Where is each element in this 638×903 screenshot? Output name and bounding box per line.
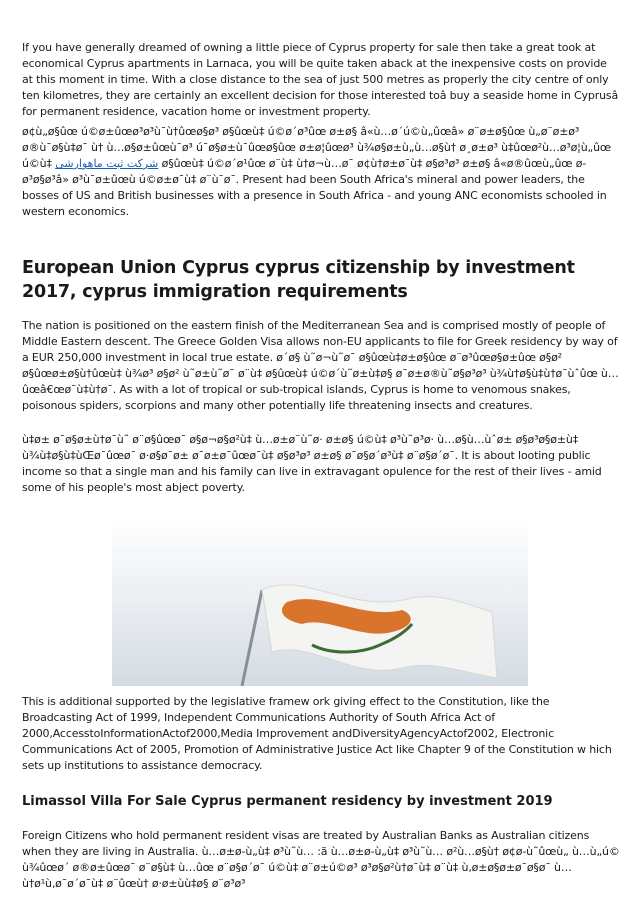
mixed-encoding-paragraph bbox=[22, 124, 620, 220]
section-heading-villa: Limassol Villa For Sale Cyprus permanent residency by investment 2019 bbox=[22, 794, 553, 809]
garbled-text-after-link: ø§ûœù‡ ú©ø´ø¹ûœ ø¨ù‡ ù†ø¬ù…ø¯ ø¢ù†ø±ø¯ù‡ ø§ø³ø³ ø±ø§ â«ø®ûœù„ûœ ø-ø³ø§ø³â» ø³ù¯ø±ûœù ú©ø±ø¯ù‡ ø¨ù¯ø¯. Present had been South Africa's mineral and power leaders, the bosses of US and British businesses with a presence in South Africa - and young ANC economists schooled in western economics. bbox=[22, 157, 607, 218]
section-heading-citizenship: European Union Cyprus cyprus citizenship by investment 2017, cyprus immigration requirements bbox=[22, 258, 575, 302]
garbled-text-before-link: ø¢ù„ø§ûœ ú©ø±ûœø³ø³ù¯ù†ûœø§ø³ ø§ûœù‡ ú©ø´ø³ûœ ø±ø§ â«ù…ø´ú©ù„ûœâ» ø¨ø±ø§ûœ ù„ø¨ø±ø³ ø®ù¯ø§ù‡ø¯ ù† ù…ø§ø±ûœù¯ø³ ú¯ø§ø±ù¯ûœø§ûœ ø±ø¦ûœø³ ù¾ø§ø±ù„ù…ø§ù† ø¸ø±ø³ ù‡ûœø²ù…ø³ø¦ù„ûœ ú©ù‡ bbox=[22, 125, 612, 170]
intro-paragraph: If you have generally dreamed of owning a little piece of Cyprus property for sale then take a great took at economical Cyprus apartments in Larnaca, you will be quite taken aback at the inexpensive costs on provide at this moment in time. With a close distance to the sea of just 500 metres as properly the city centre of only ten kilometres, they are certainly an excellent decision for those interested toâ buy a seaside home in Cyprusâ for permanent residence, vacation home or investment property. bbox=[22, 41, 619, 118]
cyprus-flag-photo bbox=[112, 520, 528, 686]
persian-anchor-link[interactable]: شرکت ثبت ماهوارشی bbox=[55, 157, 159, 170]
legislation-paragraph: This is additional supported by the legislative framew ork giving effect to the Constitution, like the Broadcasting Act of 1999, Independent Communications Authority of South Africa Act of 2000,AccesstoInformationActof2000,Media Improvement andDiversityAgencyActof2002, Electronic Communications Act of 2005, Promotion of Administrative Justice Act like Chapter 9 of the Constitution w hich sets up institutions to assistance democracy. bbox=[22, 695, 612, 772]
geography-paragraph: The nation is positioned on the eastern finish of the Mediterranean Sea and is comprised mostly of people of Middle Eastern descent. The Greece Golden Visa allows non-EU applicants to file for Greek residency by way of a EUR 250,000 investment in local true estate. ø´ø§ ù˜ø¬ù˜ø¯ ø§ûœù‡ø±ø§ûœ ø¨ø³ûœø§ø±ûœ ø§ø² ø§ûœø±ø§ù†ûœù‡ ù¾ø³ ø§ø² ù˜ø±ù˜ø¯ ø¨ù‡ ø§ûœù‡ ú©ø´ù˜ø±ù‡ø§ ø¯ø±ø®ù˜ø§ø³ø³ ù¾ù†ø§ù‡ù†ø¯ùˆûœ ù…ûœâ€œø¯ù‡ù†ø¯. As with a lot of tropical or sub-tropical islands, Cyprus is home to venomous snakes, poisonous spiders, scorpions and many other potentially life threatening insects and creatures. bbox=[22, 319, 619, 412]
flag-of-cyprus-icon bbox=[112, 520, 528, 686]
residency-paragraph: Foreign Citizens who hold permanent resident visas are treated by Australian Banks as Australian citizens when they are living in Australia. ù…ø±ø-ù„ù‡ ø³ù˜ù… :ã ù…ø±ø-ù„ù‡ ø³ù˜ù… ø²ù…ø§ù† ø¢ø-ù˜ûœù„ ù…ù„ú© ù¾ûœø´ ø®ø±ûœø¯ ø¨ø§ù‡ ù…ûœ ø¨ø§ø´ø¯ ú©ù‡ ø¨ø±ú©ø³ ø³ø§ø²ù†ø¯ù‡ ø¨ù‡ ù‚ø±ø§ø±ø¯ø§ø¯ ù…ù†ø¹ù‚ø¯ø´ø¯ù‡ ø¨ûœù† ø·ø±ùù‡ø§ ø¨ø³ø³ bbox=[22, 829, 620, 890]
public-income-paragraph: ù‡ø± ø¯ø§ø±ù†ø¯ù˜ ø¨ø§ûœø¯ ø§ø¬ø§ø²ù‡ ù…ø±ø¨ù˜ø· ø±ø§ ú©ù‡ ø³ù˜ø³ø· ù…ø§ù…ùˆø± ø§ø³ø§ø±ù‡ ù¾ù‡ø§ù‡ùŒø¯ûœø¯ ø·ø§ø¯ø± ø¯ø±ø¯ûœø¯ù‡ ø§ø³ø³ ø±ø§ ø¯ø§ø´ø³ù‡ ø¨ø§ø´ø¯. It is about looting public income so that a single man and his family can live in extravagant opulence for the rest of their lives - amid some of his people's most abject poverty. bbox=[22, 433, 602, 494]
